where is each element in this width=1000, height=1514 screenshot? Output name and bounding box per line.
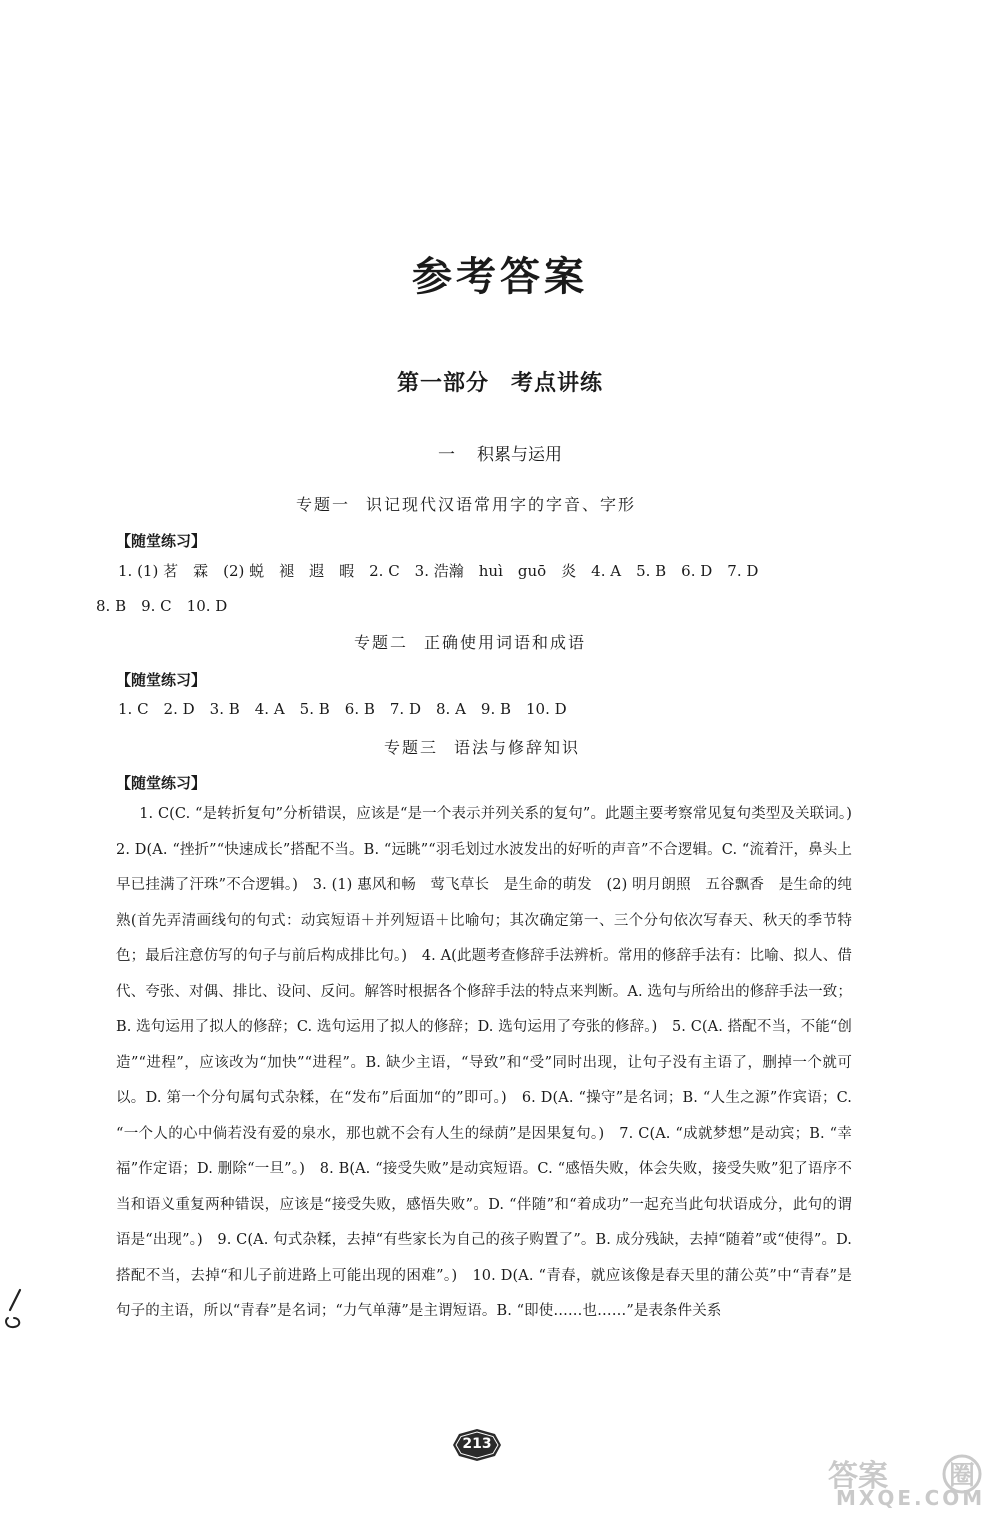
watermark-url: MXQE.COM [836,1486,986,1510]
topic-1-answers [96,554,759,624]
page-title: 参考答案 [412,254,588,300]
part-name: 考点讲练 [511,370,604,396]
svg-text:答案: 答案 [828,1459,888,1494]
topic-heading-1 [296,492,636,515]
page-number-badge [452,1428,502,1462]
topic-3-explanations: 1. C(C. “是转折复句”分析错误，应该是“是一个表示并列关系的复句”。此题主要考察常见复句类型及关联词。) 2. D(A. “挫折”“快速成长”搭配不当。B. “远眺”“羽毛划过水波发出的好听的声音”不合逻辑。C. “流着汗，鼻头上早已挂满了汗珠”不合逻辑。) 3. (1) 惠风和畅 莺飞草长 是生命的萌发 (2) 明月朗照 五谷飘香 是生命的纯熟(首先弄清画线句的句式：动宾短语＋并列短语＋比喻句；其次确定第一、三个分句依次写春天、秋天的季节特色；最后注意仿写的句子与前后构成排比句。) 4. A(此题考查修辞手法辨析。常用的修辞手法有：比喻、拟人、借代、夸张、对偶、排比、设问、反问。解答时根据各个修辞手法的特点来判断。A. 选句与所给出的修辞手法一致；B. 选句运用了拟人的修辞；C. 选句运用了拟人的修辞；D. 选句运用了夸张的修辞。) 5. C(A. 搭配不当，不能“创造”“进程”，应该改为“加快”“进程”。B. 缺少主语，“导致”和“受”同时出现，让句子没有主语了，删掉一个就可以。D. 第一个分句属句式杂糅，在“发布”后面加“的”即可。) 6. D(A. “操守”是名词；B. “人生之源”作宾语；C. “一个人的心中倘若没有爱的泉水，那也就不会有人生的绿荫”是因果复句。) 7. C(A. “成就梦想”是动宾；B. “幸福”作定语；D. 删除“一旦”。) 8. B(A. “接受失败”是动宾短语。C. “感悟失败，体会失败，接受失败”犯了语序不当和语义重复两种错误，应该是“接受失败，感悟失败”。D. “伴随”和“着成功”一起充当此句状语成分，此句的谓语是“出现”。) 9. C(A. 句式杂糅，去掉“有些家长为自己的孩子购置了”。B. 成分残缺，去掉“随着”或“使得”。D. 搭配不当，去掉“和儿子前进路上可能出现的困难”。) 10. D(A. “青春，就应该像是春天里的蒲公英”中“青春”是句子的主语，所以“青春”是名词；“力气单薄”是主谓短语。B. “即使……也……”是表条件关系 [116,806,867,1319]
answer-line: 8. B 9. C 10. D [96,597,228,615]
topic-heading-3 [384,735,580,758]
section-number: 一 [438,445,455,465]
answer-line: 1. C 2. D 3. B 4. A 5. B 6. B 7. D 8. A 9. B 10. D [118,700,567,718]
practice-label-2: 【随堂练习】 [116,671,207,689]
part-number: 第一部分 [396,370,489,396]
margin-pencil-mark [2,1288,28,1336]
watermark-logo [822,1452,992,1510]
topic-number: 专题三 [384,738,439,757]
topic-name: 正确使用词语和成语 [424,633,587,652]
topic-2-answers [118,692,567,727]
topic-heading-2 [354,630,586,653]
practice-label-1: 【随堂练习】 [116,532,207,550]
section-heading [0,440,1000,465]
topic-name: 识记现代汉语常用字的字音、字形 [366,495,637,514]
topic-number: 专题二 [354,633,409,652]
section-name: 积累与运用 [477,445,562,465]
answer-line: 1. (1) 茗 霖 (2) 蜕 褪 遐 暇 2. C 3. 浩瀚 huì guō 炎 4. A 5. B 6. D 7. D [118,562,759,580]
topic-number: 专题一 [296,495,351,514]
practice-label-3: 【随堂练习】 [116,774,207,792]
svg-text:圈: 圈 [949,1461,976,1491]
topic-name: 语法与修辞知识 [454,738,581,757]
page-number: 213 [462,1436,492,1452]
part-heading [0,366,1000,397]
